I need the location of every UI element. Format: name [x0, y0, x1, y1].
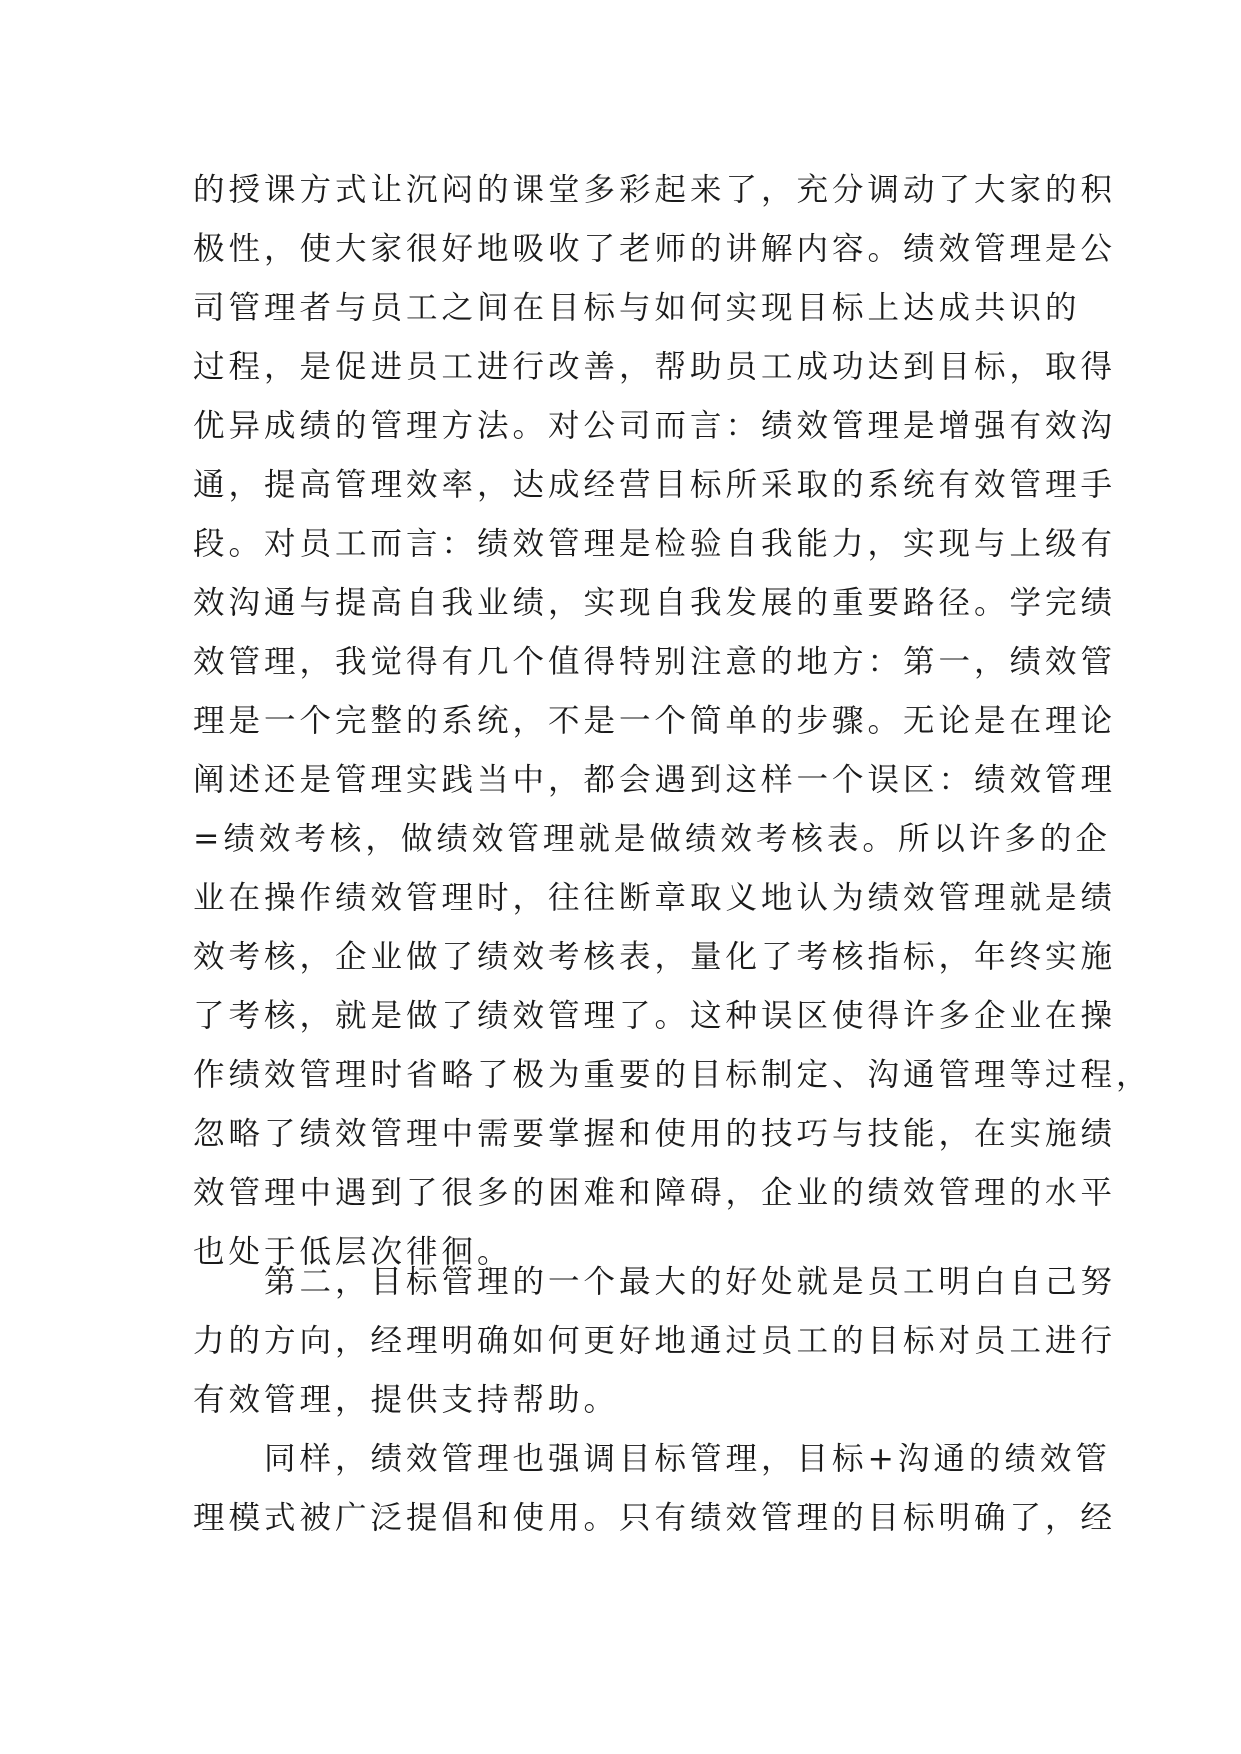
text-line: 阐述还是管理实践当中，都会遇到这样一个误区：绩效管理: [193, 762, 1117, 798]
text-line: 通，提高管理效率，达成经营目标所采取的系统有效管理手: [193, 467, 1117, 503]
text-line: 业在操作绩效管理时，往往断章取义地认为绩效管理就是绩: [193, 880, 1117, 916]
text-line: 作绩效管理时省略了极为重要的目标制定、沟通管理等过程，: [193, 1057, 1152, 1093]
text-line: =绩效考核，做绩效管理就是做绩效考核表。所以许多的企: [193, 821, 1111, 857]
text-line: 忽略了绩效管理中需要掌握和使用的技巧与技能，在实施绩: [193, 1116, 1117, 1152]
text-line: 同样，绩效管理也强调目标管理，目标+沟通的绩效管: [193, 1441, 1111, 1477]
text-line: 也处于低层次徘徊。: [193, 1234, 513, 1270]
text-line: 段。对员工而言：绩效管理是检验自我能力，实现与上级有: [193, 526, 1117, 562]
text-line: 极性，使大家很好地吸收了老师的讲解内容。绩效管理是公: [193, 231, 1117, 267]
text-line: 优异成绩的管理方法。对公司而言：绩效管理是增强有效沟: [193, 408, 1117, 444]
text-line: 的授课方式让沉闷的课堂多彩起来了，充分调动了大家的积: [193, 172, 1117, 208]
text-line: 效管理中遇到了很多的困难和障碍，企业的绩效管理的水平: [193, 1175, 1117, 1211]
text-line: 有效管理，提供支持帮助。: [193, 1382, 620, 1418]
text-line: 第二，目标管理的一个最大的好处就是员工明白自己努: [193, 1264, 1117, 1300]
text-line: 司管理者与员工之间在目标与如何实现目标上达成共识的: [193, 290, 1081, 326]
text-line: 理是一个完整的系统，不是一个简单的步骤。无论是在理论: [193, 703, 1117, 739]
paragraph-2: [193, 1253, 1117, 1430]
text-line: 过程，是促进员工进行改善，帮助员工成功达到目标，取得: [193, 349, 1117, 385]
text-line: 效沟通与提高自我业绩，实现自我发展的重要路径。学完绩: [193, 585, 1117, 621]
text-line: 效管理，我觉得有几个值得特别注意的地方：第一，绩效管: [193, 644, 1117, 680]
text-line: 效考核，企业做了绩效考核表，量化了考核指标，年终实施: [193, 939, 1117, 975]
text-line: 力的方向，经理明确如何更好地通过员工的目标对员工进行: [193, 1323, 1117, 1359]
text-line: 理模式被广泛提倡和使用。只有绩效管理的目标明确了，经: [193, 1500, 1117, 1536]
paragraph-3: [193, 1430, 1117, 1548]
text-line: 了考核，就是做了绩效管理了。这种误区使得许多企业在操: [193, 998, 1117, 1034]
